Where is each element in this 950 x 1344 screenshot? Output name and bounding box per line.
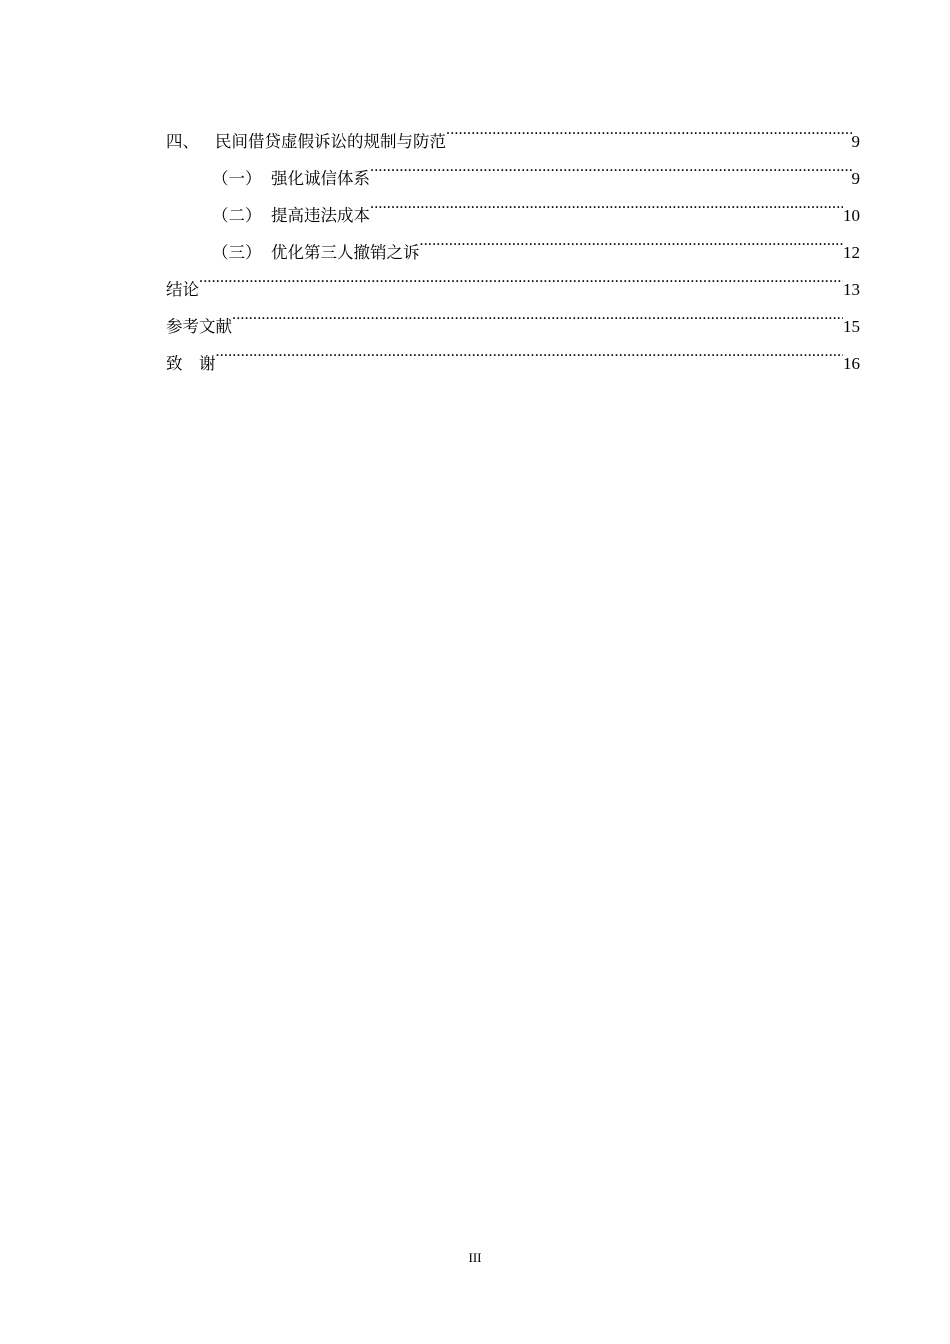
toc-dot-leader: [216, 332, 844, 369]
toc-entry-page: 15: [843, 317, 860, 336]
toc-entry-number: （二）: [212, 206, 262, 225]
toc-entry-title: 民间借贷虚假诉讼的规制与防范: [215, 132, 446, 151]
toc-entry-page: 12: [843, 243, 860, 262]
toc-entry-conclusion[interactable]: [166, 258, 860, 299]
toc-entry-title: 提高违法成本: [271, 206, 370, 225]
toc-entry-acknowledgements[interactable]: [166, 332, 860, 373]
toc-entry-page: 16: [843, 354, 860, 373]
toc-entry-page: 13: [843, 280, 860, 299]
toc-entry-page: 9: [851, 132, 860, 151]
toc-entry-references[interactable]: [166, 295, 860, 336]
toc-entry-page: 10: [843, 206, 860, 225]
toc-entry-title: 优化第三人撤销之诉: [271, 243, 420, 262]
toc-entry-title: 强化诚信体系: [271, 169, 370, 188]
toc-entry-page: 9: [851, 169, 860, 188]
toc-dot-leader: [232, 295, 843, 332]
page-footer-number: III: [468, 1250, 482, 1265]
toc-dot-leader: [199, 258, 843, 295]
toc-dot-leader: [370, 184, 843, 221]
toc-entry-number: 四、: [166, 132, 199, 151]
toc-entry-title: 致 谢: [166, 354, 216, 373]
toc-dot-leader: [446, 110, 852, 147]
toc-dot-leader: [370, 147, 852, 184]
toc-entry-chapter-4[interactable]: [166, 110, 860, 151]
toc-dot-leader: [420, 221, 844, 258]
table-of-contents: [166, 110, 860, 373]
toc-entry-number: （一）: [212, 169, 262, 188]
toc-entry-title: 参考文献: [166, 317, 232, 336]
toc-entry-number: （三）: [212, 243, 262, 262]
toc-entry-title: 结论: [166, 280, 199, 299]
